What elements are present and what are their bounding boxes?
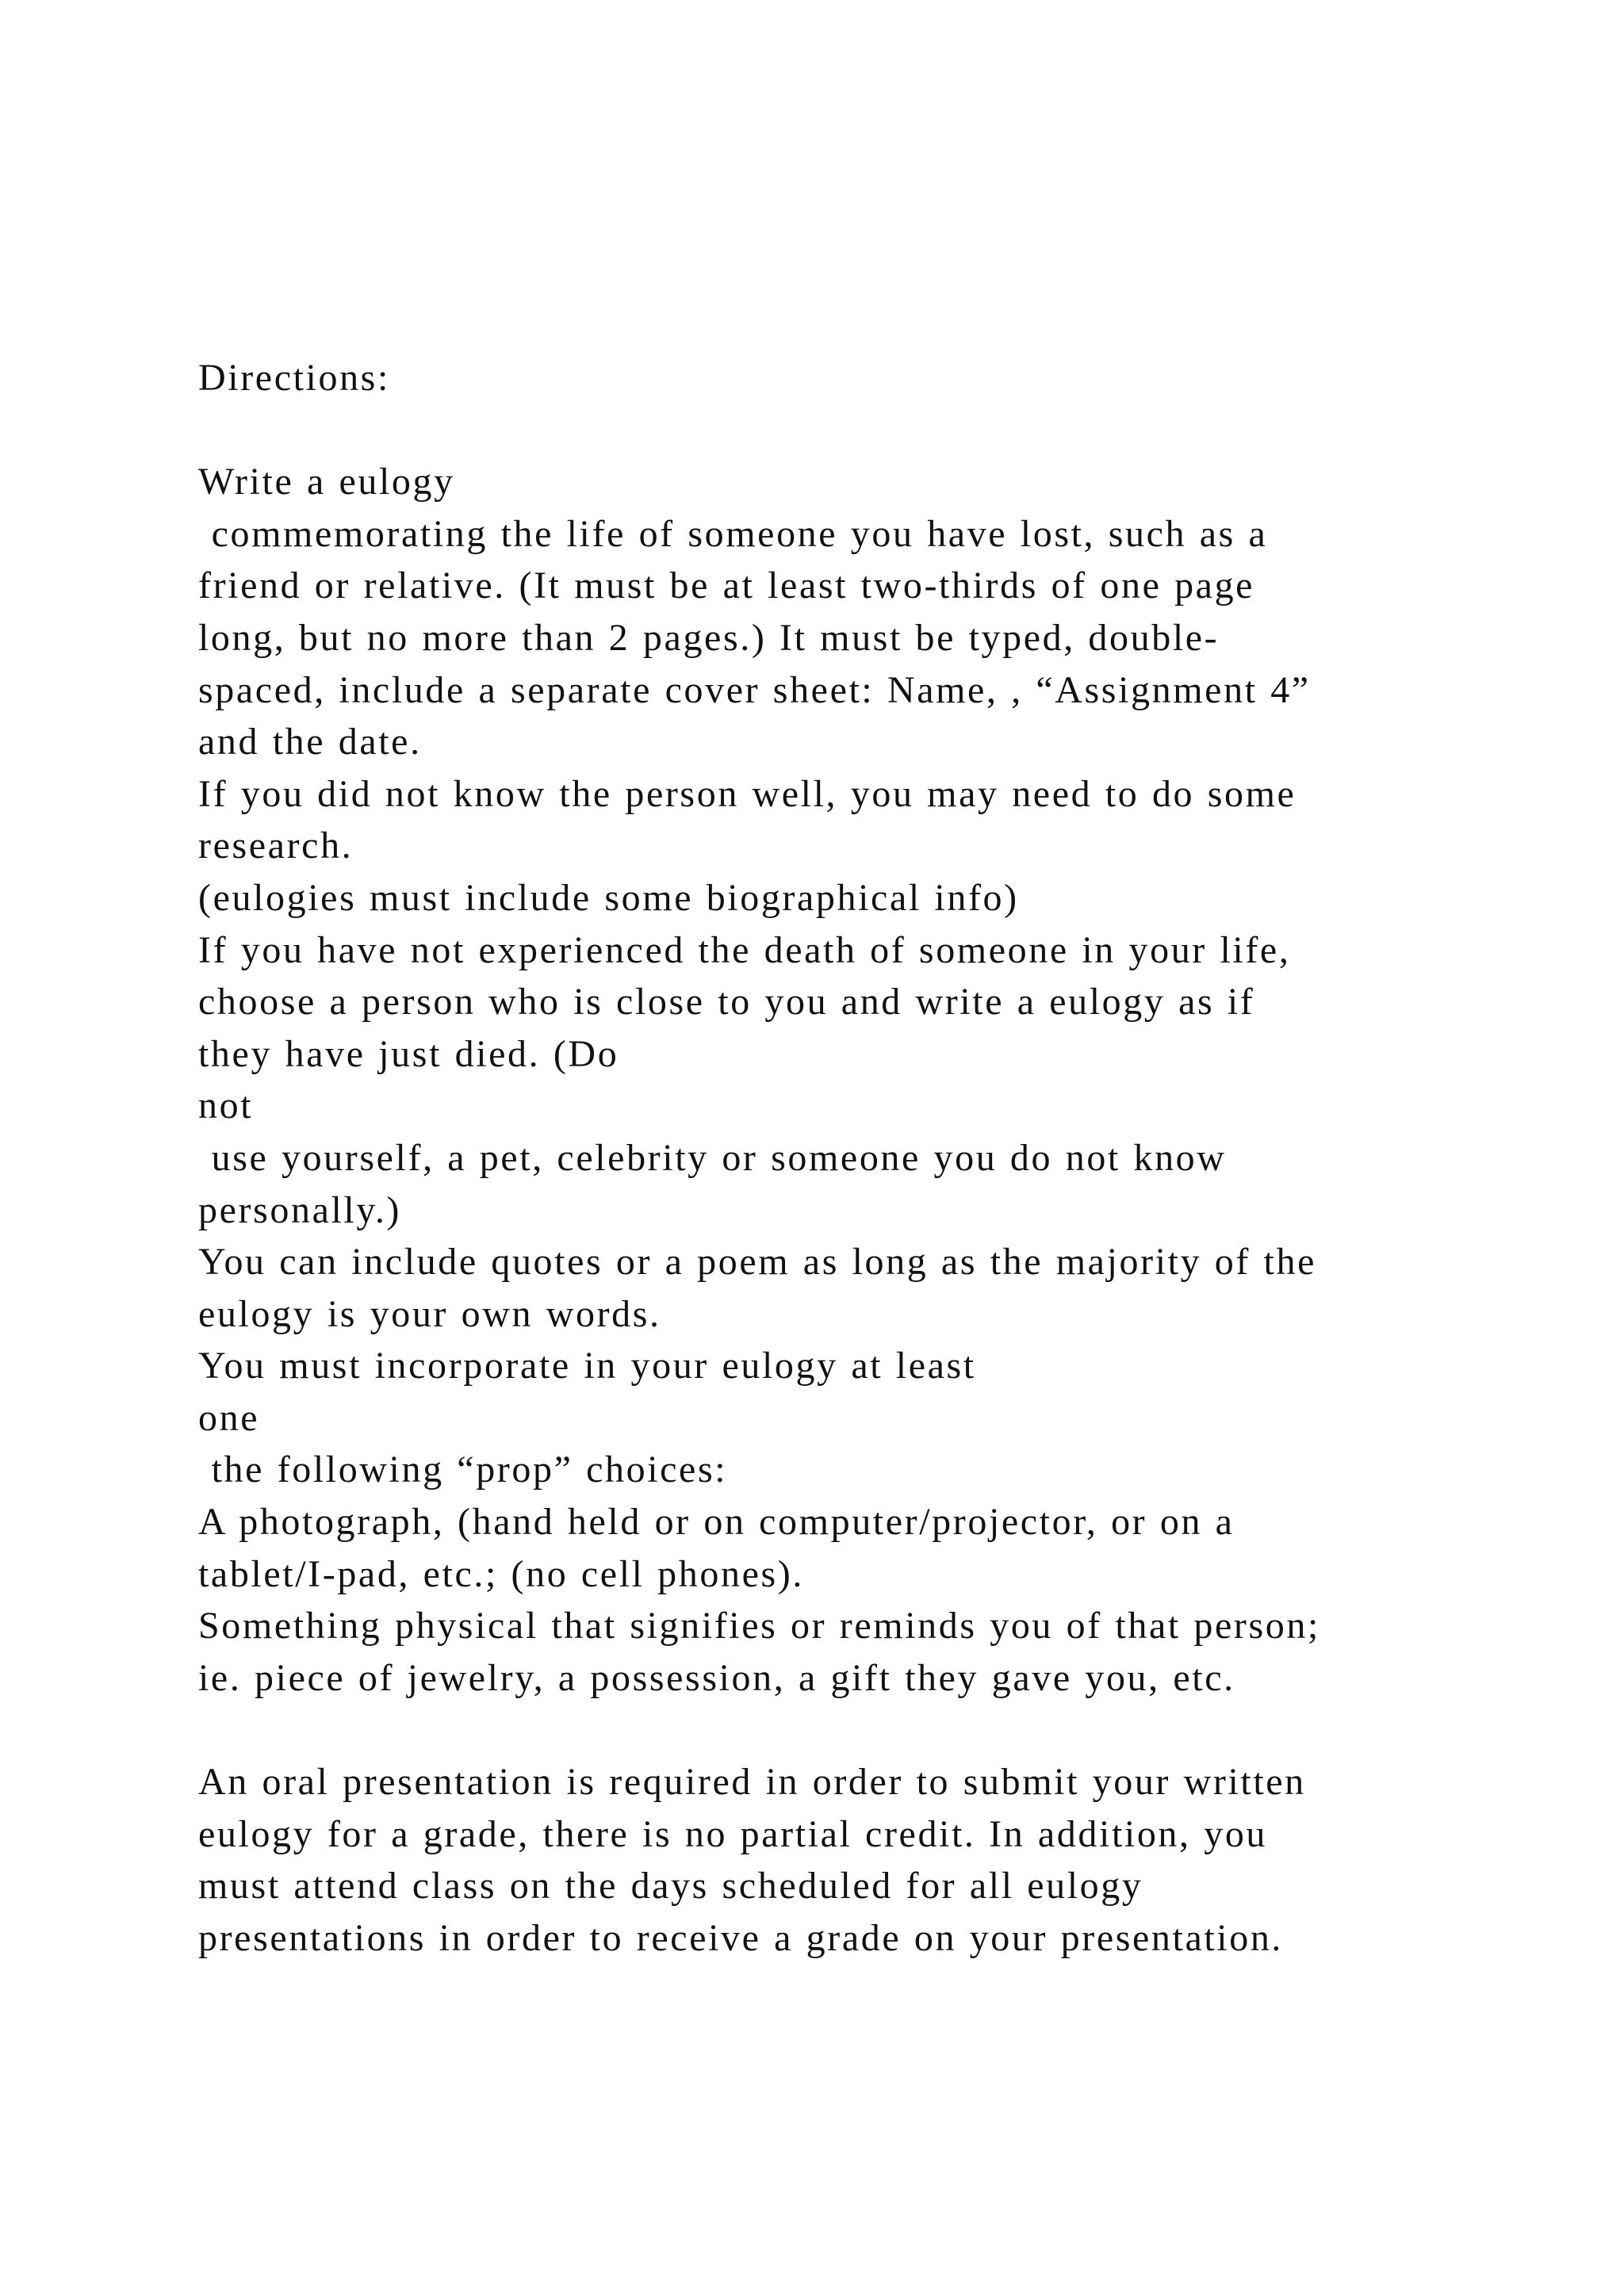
directions-text <box>198 352 1546 1964</box>
text-line: choose a person who is close to you and write a eulogy as if <box>198 981 1255 1024</box>
text-line: You can include quotes or a poem as long as the majority of the <box>198 1241 1317 1284</box>
text-line: use yourself, a pet, celebrity or someone you do not know <box>198 1136 1227 1179</box>
text-line: A photograph, (hand held or on computer/projector, or on a <box>198 1501 1235 1544</box>
blank-line <box>198 404 1546 457</box>
text-line: not <box>198 1085 254 1127</box>
blank-line <box>198 1704 1546 1756</box>
text-line: Directions: <box>198 357 390 399</box>
text-line: and the date. <box>198 721 422 763</box>
text-line: An oral presentation is required in order to submit your written <box>198 1761 1306 1804</box>
text-line: commemorating the life of someone you have lost, such as a <box>198 512 1268 555</box>
text-line: friend or relative. (It must be at least two-thirds of one page <box>198 564 1255 607</box>
text-line: (eulogies must include some biographical info) <box>198 876 1019 919</box>
text-line: ie. piece of jewelry, a possession, a gift they gave you, etc. <box>198 1656 1235 1699</box>
text-line: You must incorporate in your eulogy at least <box>198 1345 976 1387</box>
text-line: tablet/I-pad, etc.; (no cell phones). <box>198 1552 804 1595</box>
text-line: Something physical that signifies or reminds you of that person; <box>198 1605 1320 1647</box>
text-line: spaced, include a separate cover sheet: Name, , “Assignment 4” <box>198 668 1311 711</box>
text-line: the following “prop” choices: <box>198 1448 728 1491</box>
text-line: research. <box>198 825 354 867</box>
text-line: they have just died. (Do <box>198 1032 619 1075</box>
text-line: one <box>198 1396 260 1439</box>
text-line: If you have not experienced the death of someone in your life, <box>198 928 1291 971</box>
text-line: personally.) <box>198 1188 402 1231</box>
text-line: long, but no more than 2 pages.) It must be typed, double- <box>198 616 1220 659</box>
text-line: Write a eulogy <box>198 461 455 503</box>
text-line: eulogy is your own words. <box>198 1292 661 1335</box>
text-line: must attend class on the days scheduled for all eulogy <box>198 1865 1143 1908</box>
text-line: If you did not know the person well, you may need to do some <box>198 772 1297 815</box>
text-line: presentations in order to receive a grade on your presentation. <box>198 1916 1284 1959</box>
text-line: eulogy for a grade, there is no partial credit. In addition, you <box>198 1812 1268 1855</box>
